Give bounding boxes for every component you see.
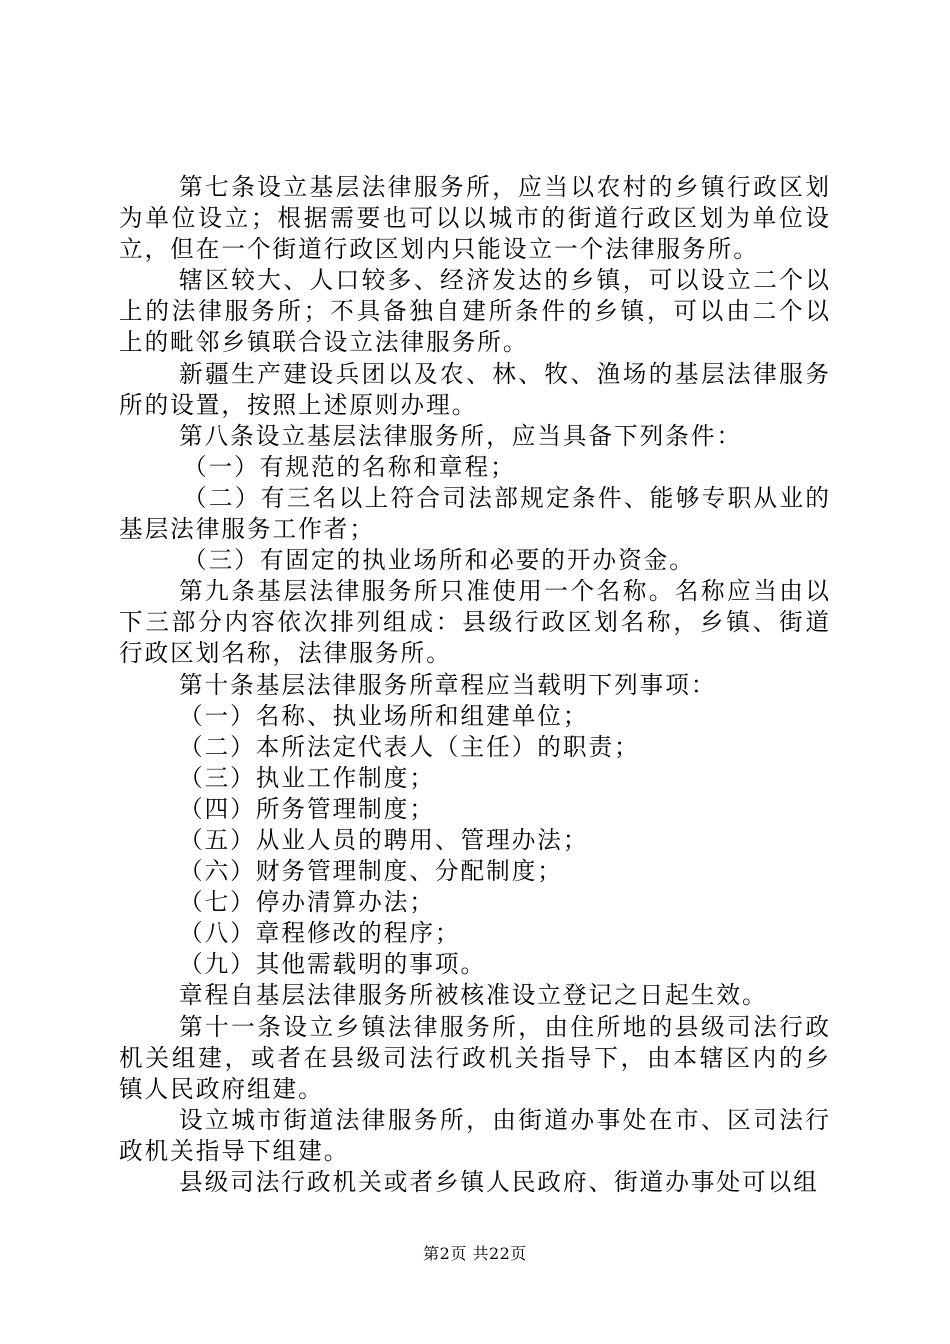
paragraph-large-township: 辖区较大、人口较多、经济发达的乡镇，可以设立二个以上的法律服务所；不具备独自建所条件的乡镇，可以由二个以上的毗邻乡镇联合设立法律服务所。 bbox=[119, 266, 831, 357]
list-item-charter-4: （四）所务管理制度； bbox=[179, 794, 435, 823]
list-item-charter-6: （六）财务管理制度、分配制度； bbox=[179, 857, 563, 886]
list-item-charter-3: （三）执业工作制度； bbox=[179, 763, 435, 792]
paragraph-article-8: 第八条设立基层法律服务所，应当具备下列条件： bbox=[179, 421, 743, 450]
list-item-charter-2: （二）本所法定代表人（主任）的职责； bbox=[179, 732, 640, 761]
paragraph-xinjiang-corps: 新疆生产建设兵团以及农、林、牧、渔场的基层法律服务所的设置，按照上述原则办理。 bbox=[119, 359, 831, 419]
list-item-charter-7: （七）停办清算办法； bbox=[179, 888, 435, 917]
paragraph-street-office: 设立城市街道法律服务所，由街道办事处在市、区司法行政机关指导下组建。 bbox=[119, 1105, 831, 1165]
paragraph-article-10: 第十条基层法律服务所章程应当载明下列事项： bbox=[179, 670, 717, 699]
list-item-charter-9: （九）其他需载明的事项。 bbox=[179, 950, 487, 979]
list-item-charter-8: （八）章程修改的程序； bbox=[179, 919, 461, 948]
list-item-condition-1: （一）有规范的名称和章程； bbox=[183, 452, 516, 481]
list-item-condition-3: （三）有固定的执业场所和必要的开办资金。 bbox=[183, 546, 695, 575]
list-item-charter-1: （一）名称、执业场所和组建单位； bbox=[179, 701, 589, 730]
paragraph-article-7: 第七条设立基层法律服务所，应当以农村的乡镇行政区划为单位设立；根据需要也可以以城市的街道行政区划为单位设立，但在一个街道行政区划内只能设立一个法律服务所。 bbox=[119, 173, 831, 264]
list-item-condition-2: （二）有三名以上符合司法部规定条件、能够专职从业的基层法律服务工作者； bbox=[119, 483, 831, 544]
document-body bbox=[119, 172, 831, 1198]
page-number-footer: 第2页 共22页 bbox=[423, 1244, 527, 1263]
paragraph-charter-effective: 章程自基层法律服务所被核准设立登记之日起生效。 bbox=[179, 981, 768, 1010]
paragraph-article-9: 第九条基层法律服务所只准使用一个名称。名称应当由以下三部分内容依次排列组成：县级行政区划名称，乡镇、街道行政区划名称，法律服务所。 bbox=[119, 577, 831, 668]
list-item-charter-5: （五）从业人员的聘用、管理办法； bbox=[179, 825, 589, 854]
paragraph-article-11: 第十一条设立乡镇法律服务所，由住所地的县级司法行政机关组建，或者在县级司法行政机关指导下，由本辖区内的乡镇人民政府组建。 bbox=[119, 1012, 831, 1103]
paragraph-county-bureau: 县级司法行政机关或者乡镇人民政府、街道办事处可以组 bbox=[179, 1168, 819, 1196]
